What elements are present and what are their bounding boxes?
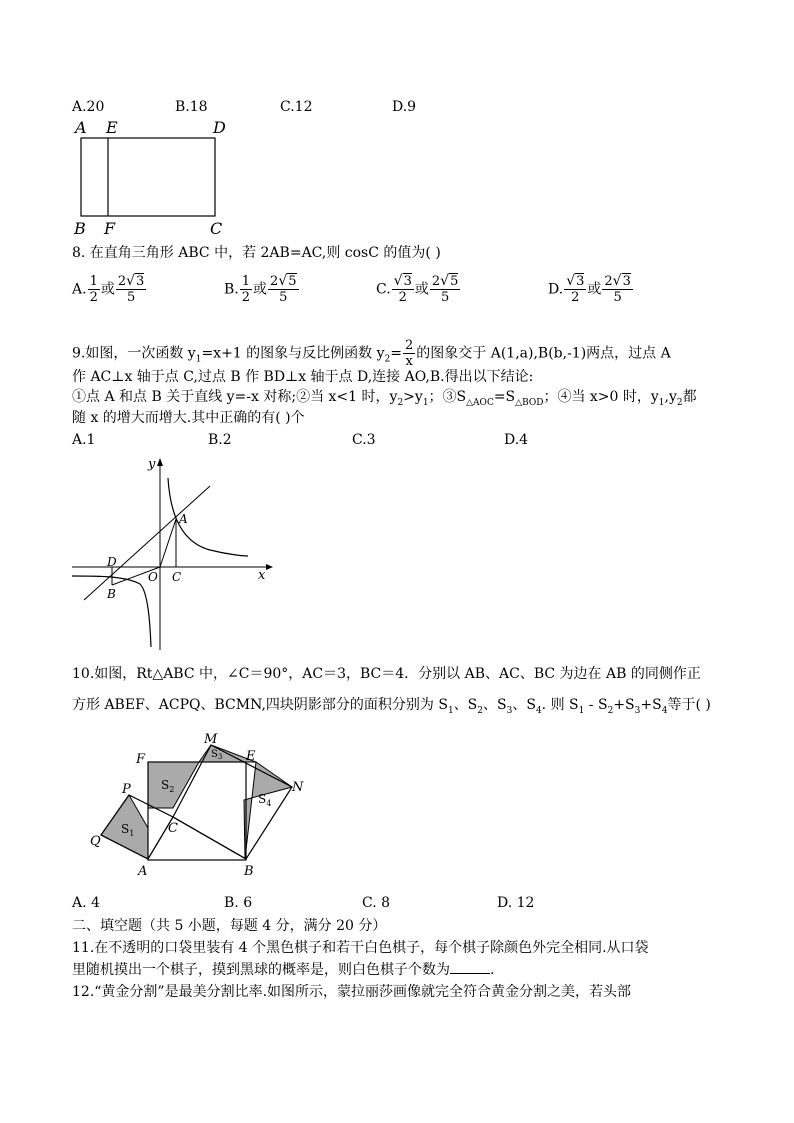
q7-label-f: F [104, 219, 116, 238]
q10-label-c: C [168, 821, 178, 836]
q9-option-b: B.2 [208, 432, 232, 448]
q9-line-4: 随 x 的增大而增大.其中正确的有( )个 [72, 410, 305, 426]
q7-label-b: B [74, 219, 86, 238]
q9-label-a: A [179, 512, 188, 526]
q10-label-f: F [136, 752, 146, 767]
q7-option-b: B.18 [175, 99, 208, 115]
q10-label-s3: $S_3$ [211, 749, 223, 761]
q8-option-d: D. $\frac{√3}{2}$ 或 $\frac{2√3}{5}$ [548, 273, 631, 305]
q11-line-1: 11.在不透明的口袋里装有 4 个黑色棋子和若干白色棋子，每个棋子除颜色外完全相同.从口袋 [72, 940, 649, 956]
q8-option-c: C. $\frac{√3}{2}$ 或 $\frac{2√5}{5}$ [376, 273, 459, 305]
q9-function-graph [70, 452, 280, 657]
q9-label-x: x [258, 568, 266, 583]
q10-label-n: N [292, 780, 304, 795]
q9-label-o: O [148, 570, 158, 584]
q12-line-1: 12.“黄金分割”是最美分割比率.如图所示，蒙拉丽莎画像就完全符合黄金分割之美，若头部 [72, 984, 632, 1000]
q10-label-m: M [204, 732, 218, 747]
q9-label-d: D [107, 555, 117, 569]
q9-option-d: D.4 [504, 432, 529, 448]
q7-option-c: C.12 [280, 99, 313, 115]
q11-line-2: 里随机摸出一个棋子，摸到黑球的概率是，则白色棋子个数为 . [72, 962, 495, 978]
q8-option-b: B. $\frac{1}{2}$ 或 $\frac{2√5}{5}$ [224, 273, 297, 305]
q8-stem: 8. 在直角三角形 ABC 中，若 2AB=AC,则 cosC 的值为( ) [72, 245, 441, 261]
q9-label-y: y [148, 457, 156, 472]
section-2-heading: 二、填空题（共 5 小题，每题 4 分，满分 20 分） [72, 918, 387, 934]
q7-option-d: D.9 [392, 99, 417, 115]
q9-label-b: B [107, 587, 116, 601]
q10-label-e: E [246, 749, 256, 764]
q10-option-c: C. 8 [362, 895, 391, 911]
q9-label-c: C [172, 570, 182, 584]
q10-label-s1: $S_1$ [121, 822, 135, 838]
q7-label-c: C [210, 219, 223, 238]
q7-option-a: A.20 [72, 99, 105, 115]
q9-line-3: ①点 A 和点 B 关于直线 y=-x 对称;②当 x<1 时，$y_2>y_1$；$③S_{\triangle AOC}=S_{\triangle BOD}$；④当 x>0 时，$y_1,y_2$都 [72, 389, 697, 408]
q7-rectangle-figure [70, 116, 240, 240]
q10-option-a: A. 4 [72, 895, 100, 911]
q9-option-a: A.1 [72, 432, 96, 448]
q7-label-d: D [213, 118, 226, 137]
q10-label-p: P [122, 782, 131, 797]
q8-option-a: A. $\frac{1}{2}$ 或 $\frac{2√3}{5}$ [72, 273, 145, 305]
q10-label-s2: $S_2$ [161, 778, 175, 794]
q11-answer-blank [450, 973, 490, 974]
q10-label-a: A [138, 864, 148, 877]
q10-option-b: B. 6 [224, 895, 253, 911]
q10-label-s4: $S_4$ [258, 792, 272, 808]
q10-label-b: B [244, 864, 254, 877]
q10-line-1: 10.如图，Rt△ABC 中，∠C＝90°，AC＝3，BC＝4．分别以 AB、AC、BC 为边在 AB 的同侧作正 [72, 666, 701, 682]
q10-line-2: 方形 ABEF、ACPQ、BCMN,四块阴影部分的面积分别为 $S_1$、$S_2$、$S_3$、$S_4$. 则 $S_1 - S_2+S_3+S_4$等于( ) [72, 697, 711, 716]
q7-label-e: E [106, 118, 118, 137]
q9-line-2: 作 AC⊥x 轴于点 C,过点 B 作 BD⊥x 轴于点 D,连接 AO,B.得出以下结论: [72, 369, 534, 385]
q9-option-c: C.3 [352, 432, 376, 448]
q9-line-1: 9.如图，一次函数 $y_1=x+1$ 的图象与反比例函数 $y_2=$ $\frac{2}{x}$ 的图象交于 A(1,a),B(b,-1)两点，过点 A [72, 338, 671, 369]
q10-label-q: Q [90, 834, 101, 849]
q7-label-a: A [75, 118, 87, 137]
q10-squares-figure [88, 727, 313, 877]
q10-option-d: D. 12 [497, 895, 535, 911]
q10-shade-s4 [244, 762, 292, 859]
